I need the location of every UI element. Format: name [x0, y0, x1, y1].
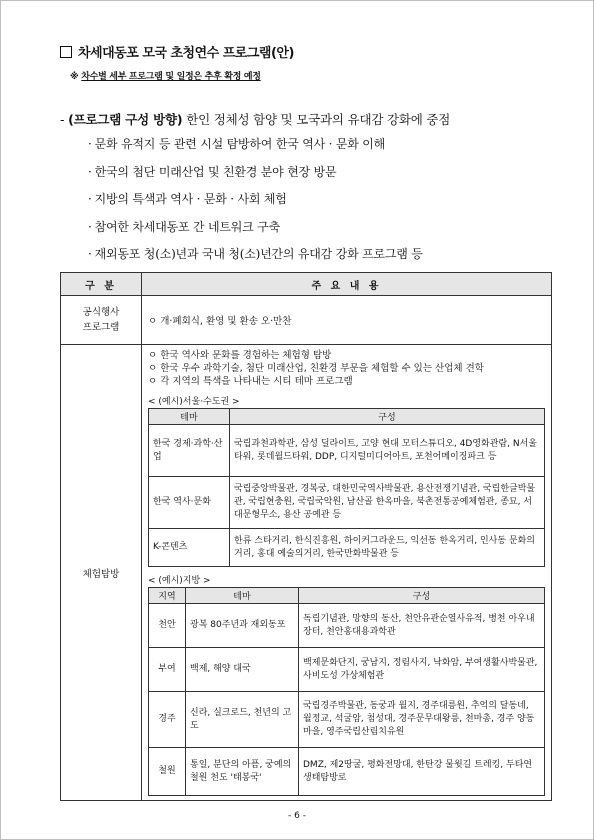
- section-title: [60, 42, 294, 61]
- table-row: [61, 296, 552, 345]
- bullet-text: 문화 유적지 등 관련 시설 탐방하여 한국 역사 · 문화 이해: [94, 137, 386, 151]
- list-item: [88, 133, 423, 161]
- note-text: 차수별 세부 프로그램 및 일정은 추후 확정 예정: [81, 72, 261, 82]
- region-theme-cell: 백제, 해양 대국: [186, 648, 299, 692]
- direction-bullet-list: [88, 133, 423, 271]
- schedule-note: [70, 69, 261, 82]
- header-category: 구 분: [61, 273, 142, 296]
- seoul-content-cell: 한류 스타거리, 한식진흥원, 하이커그라운드, 익선동 한옥거리, 인사동 문화의거리, 홍대 예술의거리, 한국만화박물관 등: [230, 529, 545, 567]
- program-direction: [60, 110, 450, 128]
- bullet-text: 한국의 첨단 미래산업 및 친환경 분야 현장 방문: [94, 164, 337, 179]
- row-content-tour: [142, 345, 552, 801]
- seoul-example-table: [148, 408, 545, 567]
- tour-item: ㅇ 각 지역의 특색을 나타내는 시티 테마 프로그램: [148, 376, 353, 387]
- region-theme-cell: 통일, 분단의 아픔, 궁예의 철원 천도 '태봉국': [186, 748, 299, 796]
- bullet-icon: ·: [88, 247, 92, 261]
- note-mark: ※: [70, 72, 82, 82]
- table-header-row: [61, 273, 552, 296]
- region-header-region: 지역: [149, 588, 186, 604]
- region-theme-cell: 광복 80주년과 재외동포: [186, 604, 299, 648]
- seoul-content-cell: 국립과천과학관, 삼성 딜라이트, 고양 현대 모터스튜디오, 4D영화관람, N서울타워, 롯데월드타워, DDP, 디지털미디어아트, 포천어메이징파크 등: [230, 425, 545, 477]
- region-content-cell: 독립기념관, 망향의 동산, 천안유관순열사유적, 병천 아우내 장터, 천안홍대용과학관: [299, 604, 545, 648]
- header-content: 주 요 내 용: [142, 273, 552, 296]
- table-row: [149, 604, 545, 648]
- region-content-cell: 백제문화단지, 궁남지, 정림사지, 낙화암, 부여생활사박물관, 사비도성 가상체험관: [299, 648, 545, 692]
- program-table: [60, 272, 552, 801]
- section-title-text: 차세대동포 모국 초청연수 프로그램(안): [78, 46, 294, 61]
- inner-header-row: [149, 588, 545, 604]
- seoul-theme-cell: 한국 역사·문화: [149, 477, 230, 529]
- region-example-label: < (예시)지방 >: [148, 576, 211, 586]
- direction-dash: -: [60, 112, 69, 127]
- region-content-cell: DMZ, 제2땅굴, 평화전망대, 한탄강 물윗길 트레킹, 두타연 생태탐방로: [299, 748, 545, 796]
- direction-label: (프로그램 구성 방향): [68, 112, 183, 127]
- row-label-tour: 체험탐방: [61, 345, 142, 801]
- list-item: [88, 161, 423, 189]
- region-header-content: 구성: [299, 588, 545, 604]
- bullet-icon: ·: [88, 219, 92, 234]
- page-number: - 6 -: [288, 811, 306, 821]
- bullet-icon: ·: [88, 192, 92, 206]
- table-row: [149, 477, 545, 529]
- seoul-theme-cell: 한국 경제·과학·산업: [149, 425, 230, 477]
- bullet-text: 참여한 차세대동포 간 네트워크 구축: [94, 219, 280, 234]
- direction-text: 한인 정체성 함양 및 모국과의 유대감 강화에 중점: [182, 112, 451, 127]
- table-row: [149, 692, 545, 748]
- seoul-example-label: < (예시)서울·수도권 >: [148, 397, 240, 407]
- inner-header-row: [149, 409, 545, 425]
- row-label-official: 공식행사 프로그램: [61, 296, 142, 345]
- table-row: [149, 748, 545, 796]
- table-row: [61, 345, 552, 801]
- bullet-text: 재외동포 청(소)년과 국내 청(소)년간의 유대감 강화 프로그램 등: [94, 247, 423, 261]
- region-example-table: [148, 587, 545, 796]
- region-cell: 철원: [149, 748, 186, 796]
- row-content-official: ㅇ 개·폐회식, 환영 및 환송 오·만찬: [142, 296, 552, 345]
- tour-item: ㅇ 한국 우수 과학기술, 첨단 미래산업, 친환경 부문을 체험할 수 있는 산업체 견학: [148, 363, 484, 374]
- seoul-content-cell: 국립중앙박물관, 경복궁, 대한민국역사박물관, 용산전쟁기념관, 국립한글박물관, 국립현충원, 국립국악원, 남산골 한옥마을, 북촌전통공예체험관, 종묘, 서대문형무소, 용산 공예관 등: [230, 477, 545, 529]
- region-cell: 천안: [149, 604, 186, 648]
- table-row: [149, 529, 545, 567]
- tour-item: ㅇ 한국 역사와 문화를 경험하는 체험형 탐방: [148, 350, 332, 361]
- bullet-icon: ·: [88, 164, 92, 179]
- table-row: [149, 425, 545, 477]
- list-item: [88, 188, 423, 216]
- region-header-theme: 테마: [186, 588, 299, 604]
- list-item: [88, 216, 423, 244]
- table-row: [149, 648, 545, 692]
- list-item: [88, 243, 423, 271]
- seoul-header-content: 구성: [230, 409, 545, 425]
- seoul-theme-cell: K-콘텐츠: [149, 529, 230, 567]
- region-cell: 부여: [149, 648, 186, 692]
- region-content-cell: 국립경주박물관, 동궁과 월지, 경주대릉원, 추억의 달동네, 월정교, 석굴암, 첨성대, 경주문무대왕릉, 천마총, 경주 양동마을, 영주국립산림치유원: [299, 692, 545, 748]
- bullet-icon: ·: [88, 137, 92, 151]
- region-theme-cell: 신라, 실크로드, 천년의 고도: [186, 692, 299, 748]
- checkbox-square-icon: [60, 46, 72, 58]
- seoul-header-theme: 테마: [149, 409, 230, 425]
- bullet-text: 지방의 특색과 역사 · 문화 · 사회 체험: [94, 192, 287, 206]
- region-cell: 경주: [149, 692, 186, 748]
